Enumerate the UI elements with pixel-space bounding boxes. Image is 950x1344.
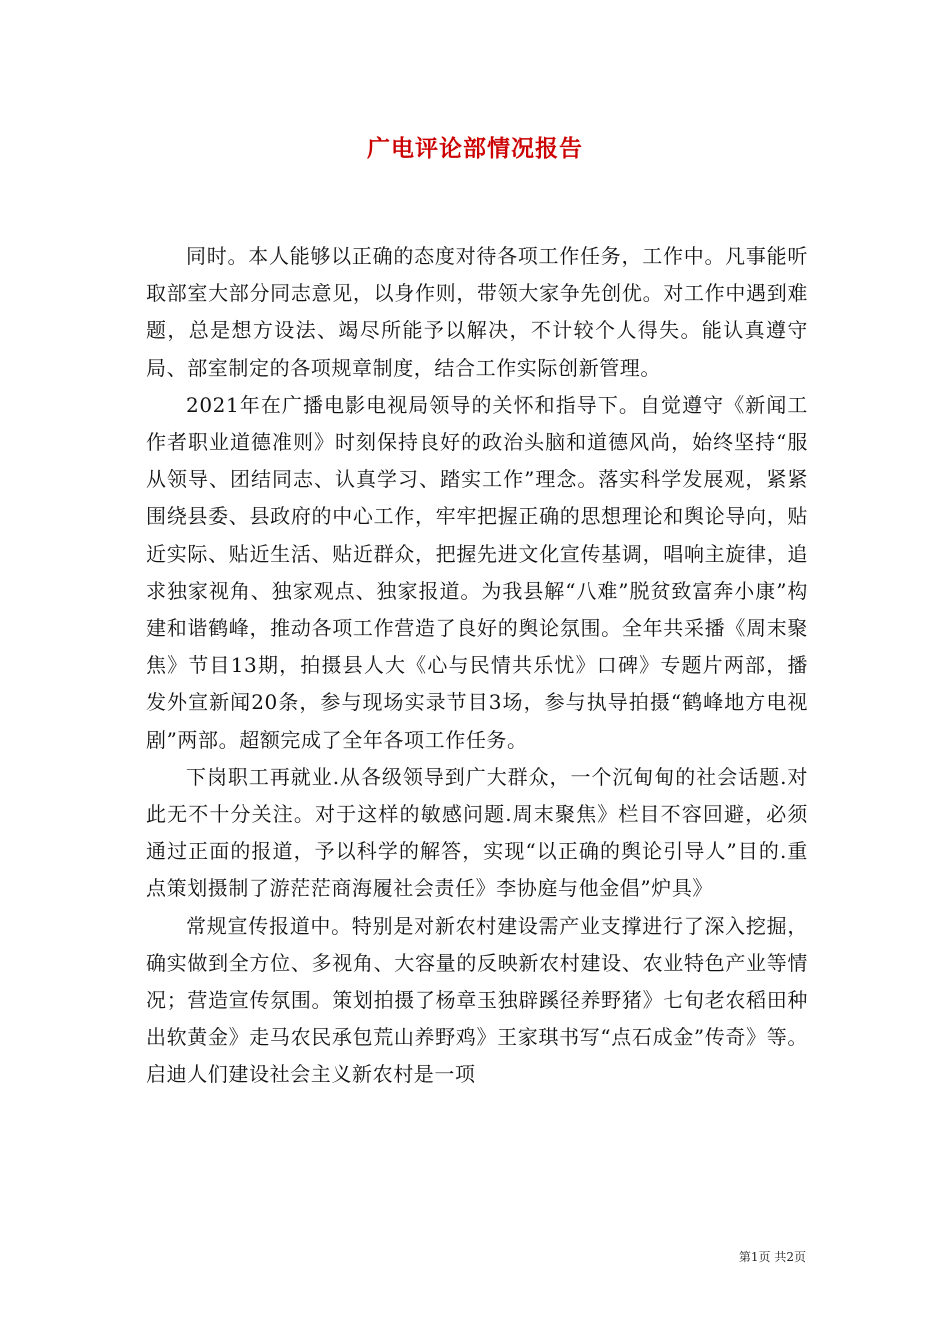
paragraph-2: 2021年在广播电影电视局领导的关怀和指导下。自觉遵守《新闻工作者职业道德准则》时刻保持良好的政治头脑和道德风尚，始终坚持“服从领导、团结同志、认真学习、踏实工作”理念。落实科学发展观，紧紧围绕县委、县政府的中心工作，牢牢把握正确的思想理论和舆论导向，贴近实际、贴近生活、贴近群众，把握先进文化宣传基调，唱响主旋律，追求独家视角、独家观点、独家报道。为我县解“八难”脱贫致富奔小康”构建和谐鹤峰，推动各项工作营造了良好的舆论氛围。全年共采播《周末聚焦》节目13期，拍摄县人大《心与民情共乐忧》口碑》专题片两部，播发外宣新闻20条，参与现场实录节目3场，参与执导拍摄“鹤峰地方电视剧”两部。超额完成了全年各项工作任务。 xyxy=(146,392,808,752)
paragraph-3: 下岗职工再就业.从各级领导到广大群众，一个沉甸甸的社会话题.对此无不十分关注。对于这样的敏感问题.周末聚焦》栏目不容回避，必须通过正面的报道，予以科学的解答，实现“以正确的舆论引导人”目的.重点策划摄制了游茫茫商海履社会责任》李协庭与他金倡”炉具》 xyxy=(146,764,808,901)
paragraph-1: 同时。本人能够以正确的态度对待各项工作任务，工作中。凡事能听取部室大部分同志意见，以身作则，带领大家争先创优。对工作中遇到难题，总是想方设法、竭尽所能予以解决，不计较个人得失。能认真遵守局、部室制定的各项规章制度，结合工作实际创新管理。 xyxy=(146,244,808,380)
page-number: 第1页 共2页 xyxy=(738,1250,806,1264)
paragraph-4: 常规宣传报道中。特别是对新农村建设需产业支撑进行了深入挖掘，确实做到全方位、多视角、大容量的反映新农村建设、农业特色产业等情况；营造宣传氛围。策划拍摄了杨章玉独辟蹊径养野猪》七旬老农稻田种出软黄金》走马农民承包荒山养野鸡》王家琪书写“点石成金”传奇》等。启迪人们建设社会主义新农村是一项 xyxy=(146,913,808,1087)
document-body xyxy=(146,238,808,1094)
document-title: 广电评论部情况报告 xyxy=(367,135,583,162)
